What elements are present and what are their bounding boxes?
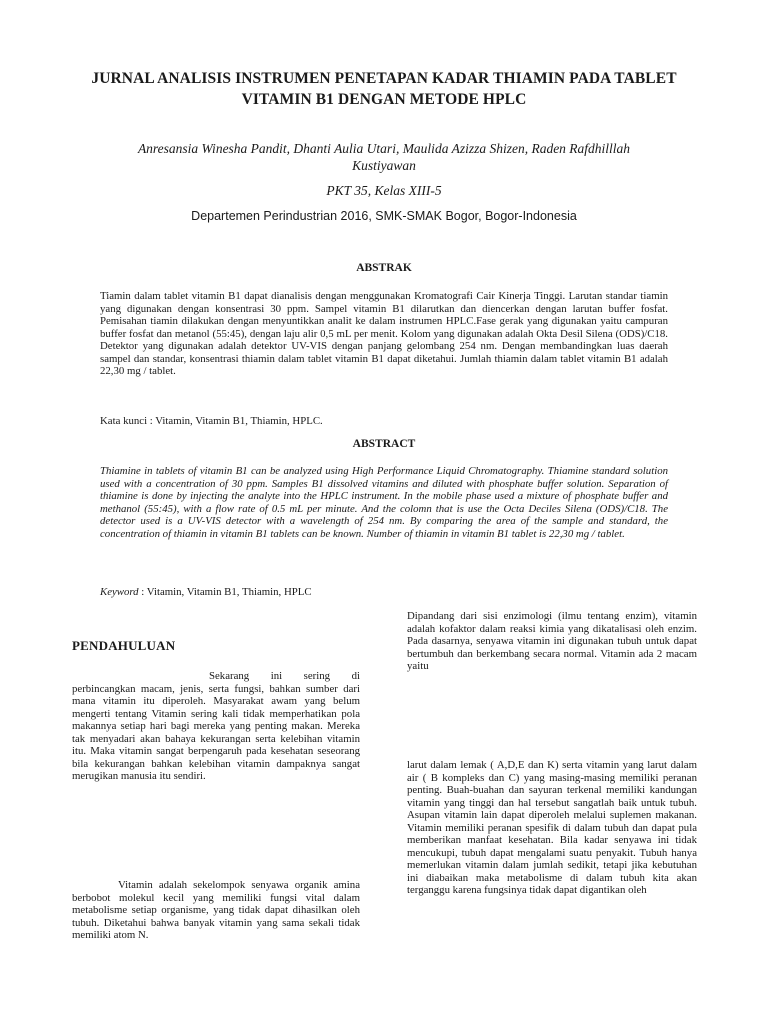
author-list: Anresansia Winesha Pandit, Dhanti Aulia Utari, Maulida Azizza Shizen, Raden Rafdhilllah Kustiyawan bbox=[137, 141, 631, 173]
abstract-heading: ABSTRACT bbox=[352, 438, 416, 450]
left-paragraph-2: Vitamin adalah sekelompok senyawa organik amina berbobot molekul kecil yang memiliki fungsi vital dalam metabolisme setiap organisme, yang tidak dapat dihasilkan oleh tubuh. Diketahui bahwa banyak vitamin yang sama sekali tidak memiliki atom N. bbox=[72, 879, 360, 941]
right-paragraph-2: larut dalam lemak ( A,D,E dan K) serta vitamin yang larut dalam air ( B kompleks dan C) yang masing-masing memiliki peranan penting. Buah-buahan dan sayuran terkenal memiliki kandungan vitamin yang tinggi dan hal tersebut sangatlah baik untuk tubuh. Asupan vitamin lain dapat diperoleh melalui suplemen makanan. Vitamin memiliki peranan spesifik di dalam tubuh dan dapat pula memberikan manfaat kesehatan. Bila kadar senyawa ini tidak mencukupi, tubuh dapat mengalami suatu penyakit. Tubuh hanya memerlukan vitamin dalam jumlah sedikit, tetapi jika kebutuhan ini diabaikan maka metabolisme di dalam tubuh kita akan terganggu karena fungsinya tidak dapat digantikan oleh bbox=[407, 759, 697, 896]
keyword-values: : Vitamin, Vitamin B1, Thiamin, HPLC bbox=[138, 586, 312, 598]
abstrak-body: Tiamin dalam tablet vitamin B1 dapat dianalisis dengan menggunakan Kromatografi Cair Kinerja Tinggi. Larutan standar tiamin yang digunakan dengan konsentrasi 30 ppm. Sampel vitamin B1 dilarutkan dan diencerkan dengan larutan buffer fosfat. Pemisahan tiamin dilakukan dengan menyuntikkan analit ke dalam instrumen HPLC.Fase gerak yang digunakan yaitu campuran buffer fosfat dan metanol (55:45), dengan laju alir 0,5 mL per menit. Kolom yang digunakan adalah Okta Desil Silena (ODS)/C18. Detektor yang digunakan adalah detektor UV-VIS dengan panjang gelombang 254 nm. Dengan membandingkan luas daerah sampel dan standar, konsentrasi thiamin dalam tablet vitamin B1 dapat diketahui. Jumlah thiamin dalam tablet vitamin B1 adalah 22,30 mg / tablet. bbox=[100, 290, 668, 377]
right-paragraph-1: Dipandang dari sisi enzimologi (ilmu tentang enzim), vitamin adalah kofaktor dalam reaksi kimia yang dikatalisasi oleh enzim. Pada dasarnya, senyawa vitamin ini digunakan tubuh untuk dapat bertumbuh dan berkembang secara normal. Vitamin ada 2 macam yaitu bbox=[407, 610, 697, 672]
abstrak-keywords: Kata kunci : Vitamin, Vitamin B1, Thiamin, HPLC. bbox=[100, 415, 323, 427]
abstract-keywords bbox=[100, 586, 312, 598]
left-paragraph-1: Sekarang ini sering di perbincangkan macam, jenis, serta fungsi, bahkan sumber dari mana vitamin itu diperoleh. Masyarakat awam yang belum mengerti tentang Vitamin sering kali tidak memperhatikan pola makannya setiap hari bagi mereka yang penting makan. Mereka tak menyadari akan bahaya kekurangan serta kelebihan vitamin itu. Maka vitamin sangat berpengaruh pada kesehatan seseorang bila kekurangan bahkan kelebihan vitamin dampaknya sangat merugikan manusia itu sendiri. bbox=[72, 670, 360, 782]
paper-title: JURNAL ANALISIS INSTRUMEN PENETAPAN KADAR THIAMIN PADA TABLET VITAMIN B1 DENGAN METODE HPLC bbox=[91, 70, 677, 108]
keyword-label: Keyword bbox=[100, 586, 139, 598]
affiliation: Departemen Perindustrian 2016, SMK-SMAK Bogor, Bogor-Indonesia bbox=[191, 209, 577, 223]
abstract-body: Thiamine in tablets of vitamin B1 can be analyzed using High Performance Liquid Chromatography. Thiamine standard solution used with a concentration of 30 ppm. Samples B1 dissolved vitamins and diluted with phosphate buffer solution. Separation of thiamine is done by injecting the analyte into the HPLC instrument. In the mobile phase used a mixture of phosphate buffer and methanol (55:45), with a flow rate of 0.5 mL per minute. And the colomn that is use the Octa Deciles Silena (ODS)/C18. The detector used is a UV-VIS detector with a wavelength of 254 nm. By comparing the area of the sample and standard, the concentration of thiamin in vitamin B1 tablets can be known. Number of thiamin in vitamin B1 tablet is 22,30 mg / tablet. bbox=[100, 465, 668, 540]
class-info: PKT 35, Kelas XIII-5 bbox=[326, 183, 442, 198]
abstrak-heading: ABSTRAK bbox=[356, 262, 412, 274]
section-heading-pendahuluan: PENDAHULUAN bbox=[72, 638, 176, 653]
